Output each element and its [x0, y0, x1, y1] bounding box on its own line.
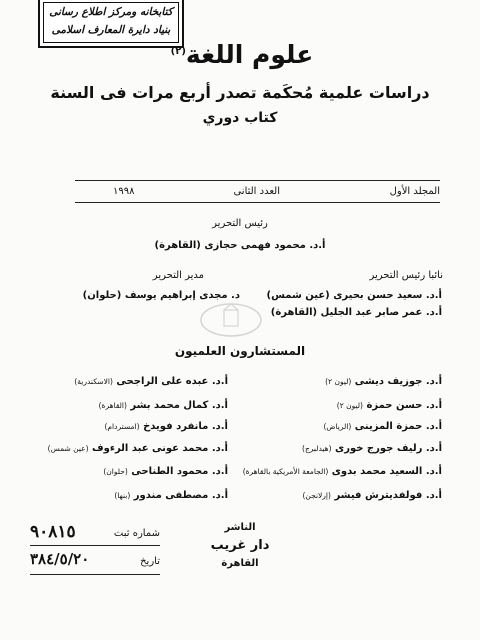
- advisor-name: أ.د. مانفرد فويدخ: [143, 421, 228, 432]
- advisor-affiliation: (الاسكندرية): [74, 377, 113, 386]
- advisor-affiliation: (عين شمس): [47, 444, 89, 453]
- advisor-right-2: [337, 400, 442, 411]
- registration-label: شماره ثبت: [113, 528, 160, 539]
- title-number: (٢): [170, 45, 186, 57]
- registration-stamp: [30, 518, 160, 580]
- advisor-name: أ.د. فولفديترش فيشر: [334, 490, 442, 501]
- advisor-affiliation: (القاهرة): [98, 401, 127, 410]
- registration-number: ٩٠٨١٥: [30, 522, 76, 542]
- advisor-name: أ.د. كمال محمد بشر: [130, 400, 228, 411]
- advisor-affiliation: (ليون ٢): [336, 401, 363, 410]
- stamp-line-2: بنياد دايرة المعارف اسلامى: [51, 24, 171, 36]
- advisor-right-1: [325, 376, 442, 387]
- issue-year: ١٩٩٨: [113, 186, 135, 197]
- title-text: علوم اللغة: [185, 40, 314, 69]
- stamp-line-1: كتابخانه ومركز اطلاع رسانى: [49, 6, 173, 18]
- advisor-affiliation: (الرياض): [323, 422, 352, 431]
- advisor-affiliation: (هيدلبرج): [302, 444, 332, 453]
- advisor-right-6: [302, 490, 442, 501]
- advisor-affiliation: (الجامعة الأمريكية بالقاهرة): [242, 467, 329, 476]
- registration-rule: [30, 545, 160, 546]
- advisor-right-4: [302, 443, 442, 454]
- publisher-label: الناشر: [224, 522, 256, 533]
- advisor-left-1: [74, 376, 228, 387]
- advisor-affiliation: (بنها): [114, 491, 131, 500]
- issue-number: العدد الثانى: [233, 186, 280, 197]
- advisor-left-3: [104, 421, 228, 432]
- advisor-affiliation: (حلوان): [103, 467, 128, 476]
- managing-editor-name: د. مجدى إبراهيم يوسف (حلوان): [82, 290, 240, 301]
- advisor-name: أ.د. محمود الطناحى: [131, 466, 228, 477]
- deputy-editor-1: أ.د. سعيد حسن بحيرى (عين شمس): [266, 290, 442, 301]
- advisor-left-5: [103, 466, 228, 477]
- advisor-name: أ.د. حسن حمزة: [366, 400, 442, 411]
- advisor-name: أ.د. حمزة المزينى: [354, 421, 442, 432]
- advisor-right-3: [323, 421, 442, 432]
- volume-label: المجلد الأول: [389, 186, 440, 197]
- advisor-name: أ.د. رليف جورج خورى: [335, 443, 442, 454]
- advisor-right-5: [243, 466, 442, 477]
- advisor-name: أ.د. السعيد محمد بدوى: [331, 466, 442, 477]
- date-label: تاريخ: [140, 556, 160, 567]
- editor-in-chief-label: رئيس التحرير: [212, 218, 268, 229]
- publisher-name: دار غريب: [210, 538, 270, 553]
- deputy-editor-2: أ.د. عمر صابر عبد الجليل (القاهرة): [270, 307, 442, 318]
- advisor-affiliation: (إرلانجن): [302, 491, 331, 500]
- date-rule: [30, 574, 160, 575]
- issue-rule-top: [75, 180, 440, 181]
- advisor-affiliation: (ليون ٢): [325, 377, 352, 386]
- advisor-affiliation: (امستردام): [104, 422, 140, 431]
- deputy-editors-label: نائبا رئيس التحرير: [369, 270, 443, 281]
- journal-title: [0, 40, 480, 69]
- advisor-left-6: [114, 490, 228, 501]
- managing-editor-label: مدير التحرير: [152, 270, 204, 281]
- advisor-name: أ.د. عبده على الراجحى: [116, 376, 228, 387]
- registration-date: ٣٨٤/٥/٢٠: [30, 550, 90, 568]
- editor-in-chief-name: أ.د. محمود فهمى حجازى (القاهرة): [154, 240, 326, 251]
- journal-subtitle: دراسات علمية مُحكَمة تصدر أربع مرات فى السنة: [50, 83, 430, 102]
- advisor-name: أ.د. مصطفى مندور: [133, 490, 228, 501]
- publisher-city: القاهرة: [221, 558, 259, 569]
- institution-emblem-watermark: [196, 300, 266, 340]
- advisor-left-4: [48, 443, 228, 454]
- advisor-name: أ.د. جوزيف ديشى: [354, 376, 442, 387]
- advisors-label: المستشارون العلميون: [174, 344, 306, 358]
- issue-rule-bottom: [75, 202, 440, 203]
- advisor-left-2: [99, 400, 228, 411]
- advisor-name: أ.د. محمد عونى عبد الرءوف: [92, 443, 228, 454]
- periodical-label: كتاب دوري: [202, 110, 278, 126]
